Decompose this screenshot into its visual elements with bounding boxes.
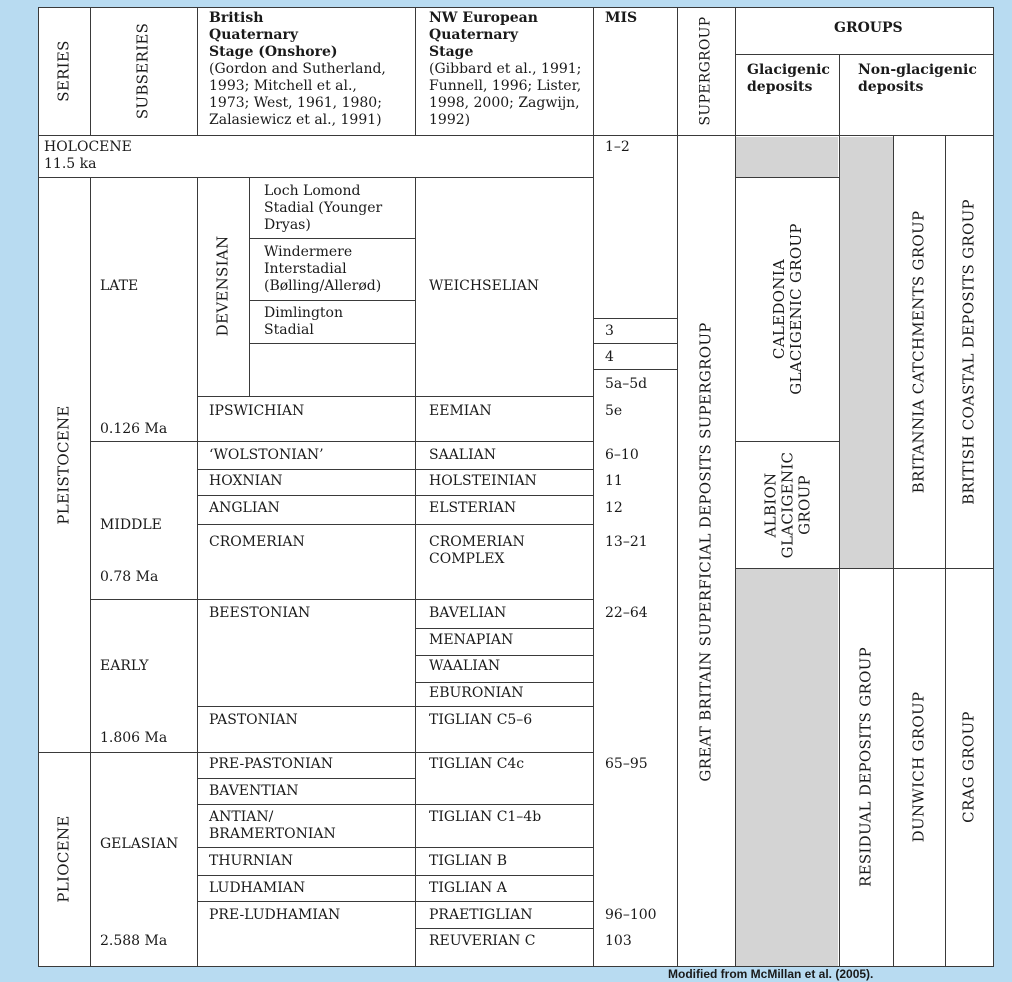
early-age: 1.806 Ma	[100, 730, 168, 746]
nw-reuverian-c: REUVERIAN C	[429, 933, 536, 949]
shade-nonglacigenic-upper	[839, 137, 893, 568]
glacigenic-header: Glacigenic deposits	[747, 62, 830, 95]
group-residual-deposits: RESIDUAL DEPOSITS GROUP	[856, 646, 875, 888]
stage-beestonian: BEESTONIAN	[209, 605, 311, 621]
nw-praetiglian: PRAETIGLIAN	[429, 907, 533, 923]
mis-6-10: 6–10	[605, 447, 639, 463]
stratigraphy-table	[38, 7, 994, 967]
mis-1-2: 1–2	[605, 139, 630, 155]
devensian-label: DEVENSIAN	[213, 235, 232, 337]
stage-hoxnian: HOXNIAN	[209, 473, 283, 489]
source-caption: Modified from McMillan et al. (2005).	[668, 967, 874, 981]
nw-eburonian: EBURONIAN	[429, 685, 524, 701]
stage-thurnian: THURNIAN	[209, 853, 294, 869]
british-stage-header: British Quaternary Stage (Onshore) (Gordon and Sutherland, 1993; Mitchell et al., 1973; West, 1961, 1980; Zalasiewicz et al., 1991)	[209, 10, 386, 128]
gelasian-label: GELASIAN	[100, 836, 179, 852]
pliocene-label: PLIOCENE	[54, 815, 73, 903]
nw-waalian: WAALIAN	[429, 658, 501, 674]
early-label: EARLY	[100, 658, 149, 674]
supergroup-name: GREAT BRITAIN SUPERFICIAL DEPOSITS SUPERGROUP	[696, 322, 715, 782]
late-age: 0.126 Ma	[100, 421, 168, 437]
middle-age: 0.78 Ma	[100, 569, 159, 585]
nw-eemian: EEMIAN	[429, 403, 492, 419]
shade-holocene-glacigenic	[736, 137, 838, 177]
stage-cromerian: CROMERIAN	[209, 534, 305, 550]
nw-holsteinian: HOLSTEINIAN	[429, 473, 537, 489]
mis-11: 11	[605, 473, 623, 489]
stage-pre-ludhamian: PRE-LUDHAMIAN	[209, 907, 341, 923]
mis-4: 4	[605, 349, 614, 365]
subseries-header: SUBSERIES	[133, 22, 152, 120]
mis-103: 103	[605, 933, 632, 949]
nw-menapian: MENAPIAN	[429, 632, 514, 648]
nonglacigenic-header: Non-glacigenic deposits	[858, 62, 977, 95]
nw-tiglian-c4c: TIGLIAN C4c	[429, 756, 525, 772]
nw-elsterian: ELSTERIAN	[429, 500, 517, 516]
mis-13-21: 13–21	[605, 534, 648, 550]
nw-weichselian: WEICHSELIAN	[429, 278, 540, 294]
stage-antian-bramertonian: ANTIAN/ BRAMERTONIAN	[209, 809, 336, 842]
dimlington-stadial: Dimlington Stadial	[264, 305, 343, 338]
mis-65-95: 65–95	[605, 756, 648, 772]
windermere-interstadial: Windermere Interstadial (Bølling/Allerød)	[264, 244, 382, 294]
nw-saalian: SAALIAN	[429, 447, 496, 463]
holocene-label: HOLOCENE 11.5 ka	[44, 139, 132, 172]
group-albion: ALBION GLACIGENIC GROUP	[761, 451, 814, 559]
stage-baventian: BAVENTIAN	[209, 783, 299, 799]
mis-96-100: 96–100	[605, 907, 657, 923]
group-britannia-catchments: BRITANNIA CATCHMENTS GROUP	[909, 210, 928, 494]
nw-bavelian: BAVELIAN	[429, 605, 507, 621]
supergroup-header: SUPERGROUP	[697, 16, 714, 126]
mis-5a-5d: 5a–5d	[605, 376, 648, 392]
nw-tiglian-b: TIGLIAN B	[429, 853, 507, 869]
loch-lomond-stadial: Loch Lomond Stadial (Younger Dryas)	[264, 183, 383, 233]
mis-header: MIS	[605, 10, 638, 26]
stage-anglian: ANGLIAN	[209, 500, 280, 516]
middle-label: MIDDLE	[100, 517, 162, 533]
group-british-coastal: BRITISH COASTAL DEPOSITS GROUP	[959, 199, 978, 505]
pleistocene-label: PLEISTOCENE	[54, 405, 73, 525]
stage-wolstonian: ‘WOLSTONIAN’	[209, 447, 324, 463]
nw-tiglian-a: TIGLIAN A	[429, 880, 507, 896]
group-caledonia: CALEDONIA GLACIGENIC GROUP	[770, 223, 805, 395]
groups-header: GROUPS	[834, 20, 903, 36]
group-dunwich: DUNWICH GROUP	[909, 691, 928, 843]
nw-tiglian-c5-6: TIGLIAN C5–6	[429, 712, 533, 728]
series-header: SERIES	[54, 40, 73, 102]
mis-3: 3	[605, 323, 614, 339]
nw-cromerian-complex: CROMERIAN COMPLEX	[429, 534, 525, 567]
mis-22-64: 22–64	[605, 605, 648, 621]
stage-ipswichian: IPSWICHIAN	[209, 403, 305, 419]
stage-pastonian: PASTONIAN	[209, 712, 298, 728]
mis-12: 12	[605, 500, 623, 516]
shade-glacigenic-lower	[736, 568, 838, 967]
nw-stage-header: NW European Quaternary Stage (Gibbard et al., 1991; Funnell, 1996; Lister, 1998, 2000; Zagwijn, 1992)	[429, 10, 582, 128]
nw-tiglian-c1-4b: TIGLIAN C1–4b	[429, 809, 542, 825]
stage-pre-pastonian: PRE-PASTONIAN	[209, 756, 333, 772]
late-label: LATE	[100, 278, 139, 294]
stage-ludhamian: LUDHAMIAN	[209, 880, 306, 896]
mis-5e: 5e	[605, 403, 623, 419]
group-crag: CRAG GROUP	[959, 711, 978, 823]
gelasian-age: 2.588 Ma	[100, 933, 168, 949]
